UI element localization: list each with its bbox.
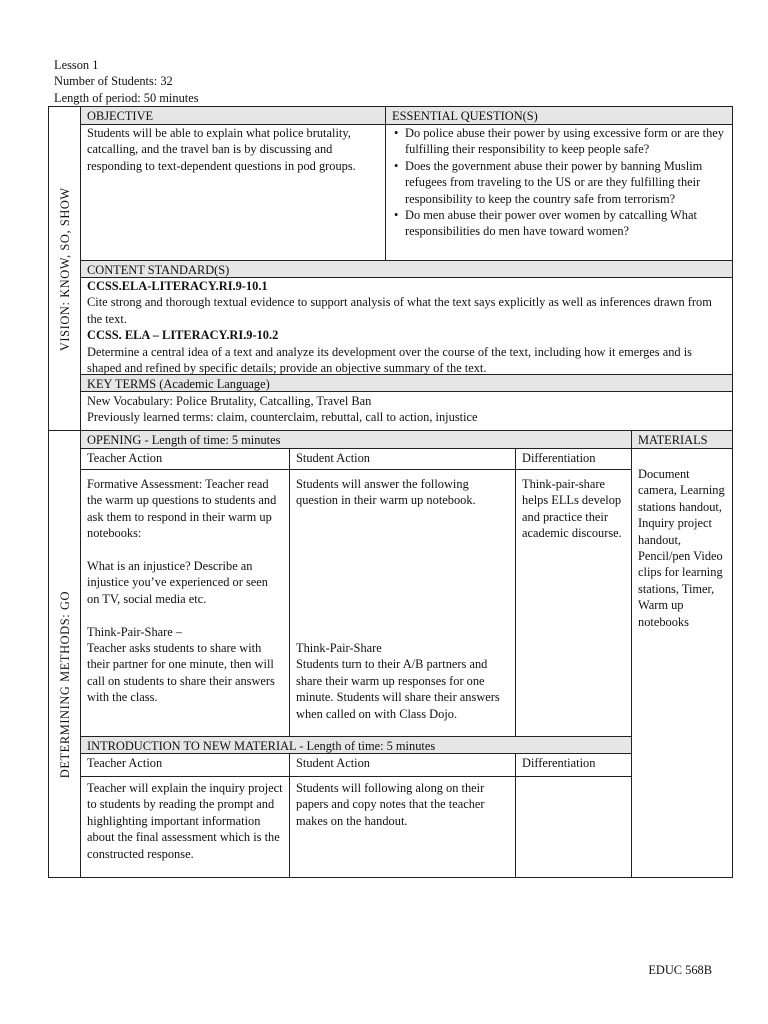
lesson-header — [54, 57, 199, 106]
student-action-header: Student Action — [296, 756, 370, 770]
essential-question-item: • Do police abuse their power by using excessive form or are they fulfilling their responsibility to keep people safe? — [405, 125, 726, 158]
intro-differentiation — [516, 779, 631, 780]
standard-code: CCSS.ELA-LITERACY.RI.9-10.1 — [87, 279, 268, 293]
materials-list: Document camera, Learning stations handout, Inquiry project handout, Pencil/pen Video clips for learning stations, Timer, Warm up notebooks — [638, 467, 725, 629]
essential-questions — [386, 124, 732, 240]
content-standards — [81, 277, 732, 376]
essential-question-heading: ESSENTIAL QUESTION(S) — [386, 107, 732, 124]
objective-heading: OBJECTIVE — [81, 107, 385, 124]
previously-learned-terms: Previously learned terms: claim, counterclaim, rebuttal, call to action, injustice — [87, 410, 478, 425]
standard-text: Determine a central idea of a text and analyze its development over the course of the text, including how it emerges and is shaped and refined by specific details; provide an objective summary of the text. — [87, 344, 692, 376]
opening-student-action: Students will answer the following question in their warm up notebook. — [296, 477, 476, 508]
think-pair-share-teacher: Teacher asks students to share with their partner for one minute, then will call on students to share their answers with the class. — [87, 641, 275, 705]
objective-text: Students will be able to explain what police brutality, catcalling, and the travel ban is by discussing and responding to text-dependent questions in pod groups. — [87, 126, 356, 173]
opening-differentiation: Think-pair-share helps ELLs develop and practice their academic discourse. — [522, 477, 622, 541]
student-action-header: Student Action — [296, 451, 370, 465]
vision-section — [48, 106, 733, 431]
course-code: EDUC 568B — [648, 963, 712, 977]
intro-heading: INTRODUCTION TO NEW MATERIAL - Length of time: 5 minutes — [81, 737, 631, 753]
lesson-number: Lesson 1 — [54, 58, 99, 72]
intro-teacher-action: Teacher will explain the inquiry project to students by reading the prompt and highlighting important information about the final assessment which is the constructed response. — [87, 781, 283, 861]
content-standards-heading: CONTENT STANDARD(S) — [81, 261, 732, 277]
teacher-action-header: Teacher Action — [87, 451, 163, 465]
key-terms — [81, 392, 732, 426]
vision-side-label: VISION: KNOW, SO, SHOW — [57, 187, 72, 352]
think-pair-share-label: Think-Pair-Share — [296, 641, 382, 655]
length-of-period: Length of period: 50 minutes — [54, 90, 199, 105]
opening-heading: OPENING - Length of time: 5 minutes — [81, 431, 631, 448]
essential-question-item: • Does the government abuse their power by banning Muslim refugees from traveling to the US or are they fulfilling their responsibility to keep the country safe from terrorism? — [405, 158, 726, 207]
differentiation-header: Differentiation — [522, 756, 596, 770]
warm-up-question: What is an injustice? Describe an injustice you’ve experienced or seen on TV, social media etc. — [87, 559, 268, 606]
methods-side-label: DETERMINING METHODS: GO — [57, 590, 72, 779]
standard-text: Cite strong and thorough textual evidence to support analysis of what the text says explicitly as well as inferences drawn from the text. — [87, 295, 712, 326]
standard-code: CCSS. ELA – LITERACY.RI.9-10.2 — [87, 328, 279, 343]
materials-heading: MATERIALS — [632, 431, 732, 448]
think-pair-share-label: Think-Pair-Share – — [87, 624, 183, 639]
opening-teacher-action — [81, 475, 289, 706]
teacher-action-header: Teacher Action — [87, 756, 163, 770]
key-terms-heading: KEY TERMS (Academic Language) — [81, 375, 732, 391]
think-pair-share-student: Students turn to their A/B partners and share their warm up responses for one minute. Students will share their answers when called on with Class Dojo. — [296, 657, 500, 721]
essential-question-item: • Do men abuse their power over women by catcalling What responsibilities do men have toward women? — [405, 207, 726, 240]
opening-student-tps — [290, 639, 515, 722]
differentiation-header: Differentiation — [522, 451, 596, 465]
formative-assessment-text: Formative Assessment: Teacher read the warm up questions to students and ask them to respond in their warm up notebooks: — [87, 477, 277, 541]
new-vocabulary: New Vocabulary: Police Brutality, Catcalling, Travel Ban — [87, 394, 372, 408]
number-of-students: Number of Students: 32 — [54, 74, 173, 89]
methods-section — [48, 430, 733, 878]
intro-student-action: Students will following along on their papers and copy notes that the teacher makes on the handout. — [296, 781, 485, 828]
